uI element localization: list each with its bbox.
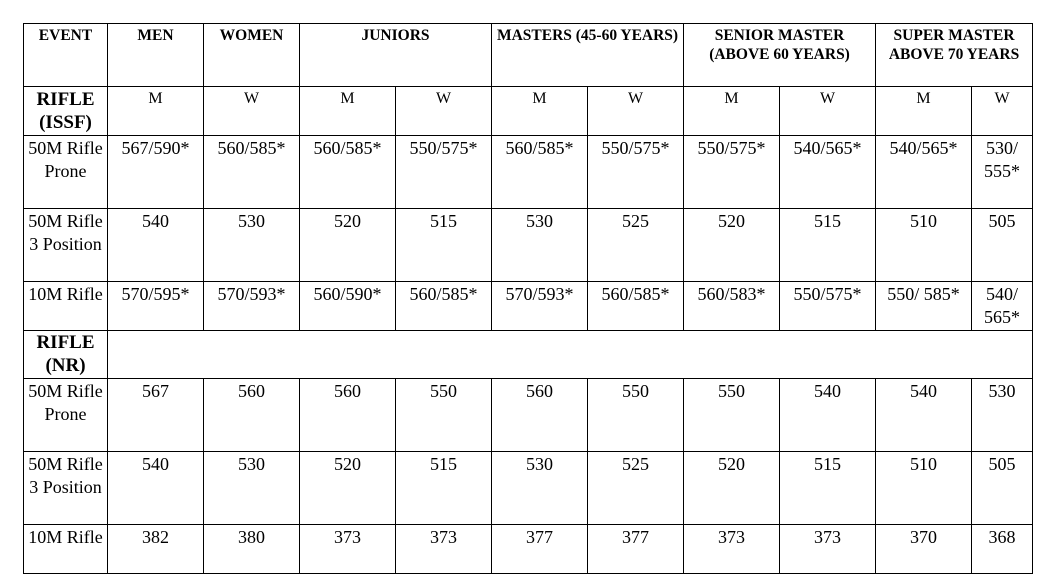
score-cell: 540 — [876, 379, 972, 452]
score-cell: 510 — [876, 209, 972, 282]
score-cell: 550 — [684, 379, 780, 452]
gender-label: M — [684, 87, 780, 136]
event-name: 50M Rifle Prone — [24, 379, 108, 452]
gender-label: M — [876, 87, 972, 136]
score-cell: 525 — [588, 452, 684, 525]
score-cell: 530 — [204, 452, 300, 525]
score-cell: 570/593* — [204, 282, 300, 331]
event-name: 50M Rifle 3 Position — [24, 452, 108, 525]
qualifying-scores-table — [23, 23, 1033, 574]
score-cell: 560/585* — [396, 282, 492, 331]
table-row — [24, 525, 1033, 574]
header-masters: MASTERS (45-60 YEARS) — [492, 24, 684, 87]
gender-label: W — [204, 87, 300, 136]
score-cell: 550/575* — [396, 136, 492, 209]
score-cell: 373 — [300, 525, 396, 574]
score-cell: 560 — [492, 379, 588, 452]
table-row — [24, 379, 1033, 452]
header-juniors: JUNIORS — [300, 24, 492, 87]
section-row — [24, 331, 1033, 379]
header-row — [24, 24, 1033, 87]
score-cell: 560/590* — [300, 282, 396, 331]
score-cell: 530 — [204, 209, 300, 282]
score-cell: 515 — [396, 452, 492, 525]
event-name: 10M Rifle — [24, 525, 108, 574]
score-cell: 515 — [780, 452, 876, 525]
score-cell: 382 — [108, 525, 204, 574]
header-super-master: SUPER MASTER ABOVE 70 YEARS — [876, 24, 1033, 87]
score-cell: 373 — [396, 525, 492, 574]
score-cell: 505 — [972, 452, 1033, 525]
event-name: 50M Rifle 3 Position — [24, 209, 108, 282]
score-cell: 380 — [204, 525, 300, 574]
header-women: WOMEN — [204, 24, 300, 87]
event-name: 50M Rifle Prone — [24, 136, 108, 209]
score-cell: 377 — [492, 525, 588, 574]
score-cell: 520 — [300, 452, 396, 525]
table-row — [24, 209, 1033, 282]
table-row — [24, 282, 1033, 331]
score-cell: 550/575* — [780, 282, 876, 331]
score-cell: 530/ 555* — [972, 136, 1033, 209]
score-cell: 560/585* — [204, 136, 300, 209]
score-cell: 515 — [780, 209, 876, 282]
section-title-nr: RIFLE (NR) — [24, 331, 108, 379]
gender-row — [24, 87, 1033, 136]
score-cell: 560/585* — [300, 136, 396, 209]
section-title-issf: RIFLE (ISSF) — [24, 87, 108, 136]
score-cell: 520 — [300, 209, 396, 282]
score-cell: 377 — [588, 525, 684, 574]
score-cell: 570/595* — [108, 282, 204, 331]
score-cell: 567/590* — [108, 136, 204, 209]
score-cell: 540/ 565* — [972, 282, 1033, 331]
score-cell: 550/575* — [684, 136, 780, 209]
header-men: MEN — [108, 24, 204, 87]
score-cell: 515 — [396, 209, 492, 282]
score-cell: 560/585* — [492, 136, 588, 209]
score-cell: 540 — [108, 209, 204, 282]
score-cell: 530 — [492, 209, 588, 282]
score-cell: 373 — [780, 525, 876, 574]
score-cell: 560/583* — [684, 282, 780, 331]
gender-label: W — [396, 87, 492, 136]
score-cell: 530 — [492, 452, 588, 525]
table-row — [24, 452, 1033, 525]
header-event: EVENT — [24, 24, 108, 87]
header-senior-master: SENIOR MASTER (ABOVE 60 YEARS) — [684, 24, 876, 87]
score-cell: 550 — [396, 379, 492, 452]
score-cell: 373 — [684, 525, 780, 574]
score-cell: 550/ 585* — [876, 282, 972, 331]
score-cell: 567 — [108, 379, 204, 452]
gender-label: M — [300, 87, 396, 136]
gender-label: W — [588, 87, 684, 136]
score-cell: 540 — [108, 452, 204, 525]
score-cell: 550/575* — [588, 136, 684, 209]
event-name: 10M Rifle — [24, 282, 108, 331]
table-row — [24, 136, 1033, 209]
score-cell: 550 — [588, 379, 684, 452]
score-cell: 368 — [972, 525, 1033, 574]
score-cell: 505 — [972, 209, 1033, 282]
score-cell: 370 — [876, 525, 972, 574]
score-cell: 510 — [876, 452, 972, 525]
gender-label: W — [780, 87, 876, 136]
score-cell: 560 — [204, 379, 300, 452]
score-cell: 520 — [684, 452, 780, 525]
gender-label: M — [492, 87, 588, 136]
gender-label: M — [108, 87, 204, 136]
score-cell: 540/565* — [780, 136, 876, 209]
gender-label: W — [972, 87, 1033, 136]
score-cell: 530 — [972, 379, 1033, 452]
score-cell: 540 — [780, 379, 876, 452]
score-cell: 540/565* — [876, 136, 972, 209]
score-cell: 520 — [684, 209, 780, 282]
section-spacer — [108, 331, 1033, 379]
score-cell: 560/585* — [588, 282, 684, 331]
score-cell: 525 — [588, 209, 684, 282]
score-cell: 560 — [300, 379, 396, 452]
score-cell: 570/593* — [492, 282, 588, 331]
